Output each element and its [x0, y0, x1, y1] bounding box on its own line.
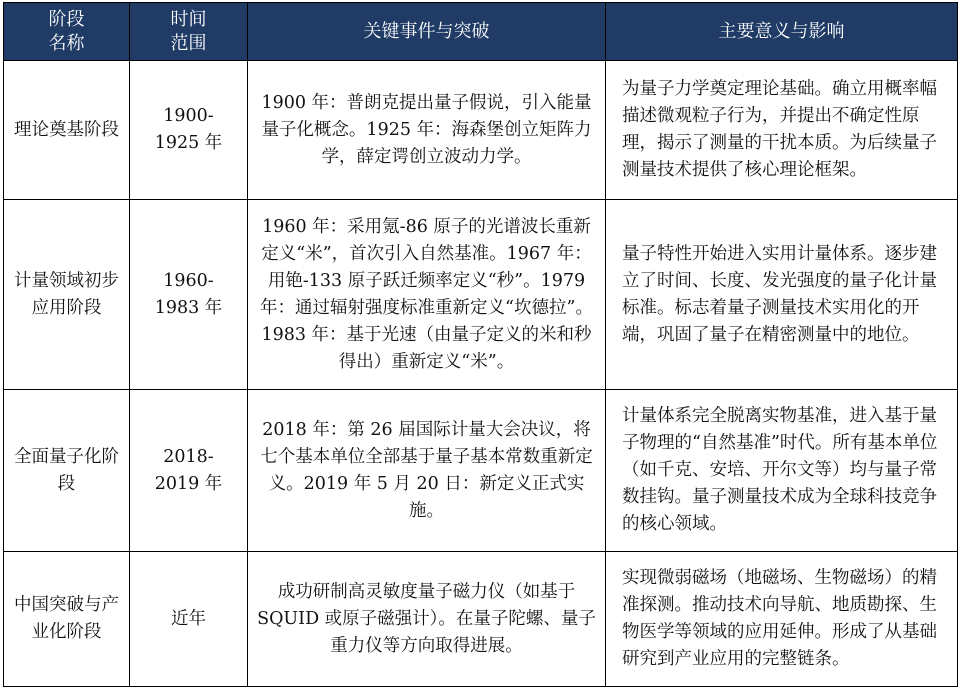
- table-row: [4, 390, 958, 552]
- period-end: 1925 年: [154, 133, 223, 153]
- events-cell: 1960 年：采用氪-86 原子的光谱波长重新定义“米”，首次引入自然基准。1967 年：用铯-133 原子跃迁频率定义“秒”。1979 年：通过辐射强度标准重新定义“坎德拉”。1983 年：基于光速（由量子定义的米和秒得出）重新定义“米”。: [248, 200, 606, 390]
- table-row: [4, 61, 958, 200]
- events-cell: 1900 年：普朗克提出量子假说，引入能量量子化概念。1925 年：海森堡创立矩阵力学，薛定谔创立波动力学。: [248, 61, 606, 200]
- header-time-range-line1: 时间: [170, 8, 207, 30]
- phase-name-cell: 中国突破与产业化阶段: [4, 552, 130, 687]
- period-start: 1900-: [163, 106, 214, 126]
- header-key-events: 关键事件与突破: [248, 3, 606, 61]
- period-end: 2019 年: [154, 473, 223, 494]
- header-time-range: [130, 3, 248, 61]
- header-impact: 主要意义与影响: [606, 3, 958, 61]
- header-time-range-line2: 范围: [170, 32, 207, 54]
- header-phase-name: [4, 3, 130, 61]
- impact-cell: 量子特性开始进入实用计量体系。逐步建立了时间、长度、发光强度的量子化计量标准。标志着量子测量技术实用化的开端，巩固了量子在精密测量中的地位。: [606, 200, 958, 390]
- period-cell: [130, 390, 248, 552]
- period-start: 2018-: [163, 446, 214, 467]
- phase-name-cell: 理论奠基阶段: [4, 61, 130, 200]
- period-cell: [130, 61, 248, 200]
- header-phase-name-line1: 阶段: [48, 8, 85, 30]
- phase-name-cell: 全面量子化阶段: [4, 390, 130, 552]
- period-start: 近年: [171, 608, 206, 629]
- events-cell: 2018 年：第 26 届国际计量大会决议，将七个基本单位全部基于量子基本常数重新定义。2019 年 5 月 20 日：新定义正式实施。: [248, 390, 606, 552]
- period-start: 1960-: [163, 270, 214, 291]
- events-cell: 成功研制高灵敏度量子磁力仪（如基于 SQUID 或原子磁强计）。在量子陀螺、量子重力仪等方向取得进展。: [248, 552, 606, 687]
- table-row: [4, 552, 958, 687]
- period-cell: [130, 552, 248, 687]
- table-row: [4, 200, 958, 390]
- period-cell: [130, 200, 248, 390]
- header-phase-name-line2: 名称: [48, 32, 85, 54]
- impact-cell: 实现微弱磁场（地磁场、生物磁场）的精准探测。推动技术向导航、地质勘探、生物医学等领域的应用延伸。形成了从基础研究到产业应用的完整链条。: [606, 552, 958, 687]
- header-row: [4, 3, 958, 61]
- impact-cell: 计量体系完全脱离实物基准，进入基于量子物理的“自然基准”时代。所有基本单位（如千克、安培、开尔文等）均与量子常数挂钩。量子测量技术成为全球科技竞争的核心领域。: [606, 390, 958, 552]
- period-end: 1983 年: [154, 297, 223, 318]
- history-table: [3, 2, 958, 687]
- phase-name-cell: 计量领域初步应用阶段: [4, 200, 130, 390]
- impact-cell: 为量子力学奠定理论基础。确立用概率幅描述微观粒子行为，并提出不确定性原理，揭示了测量的干扰本质。为后续量子测量技术提供了核心理论框架。: [606, 61, 958, 200]
